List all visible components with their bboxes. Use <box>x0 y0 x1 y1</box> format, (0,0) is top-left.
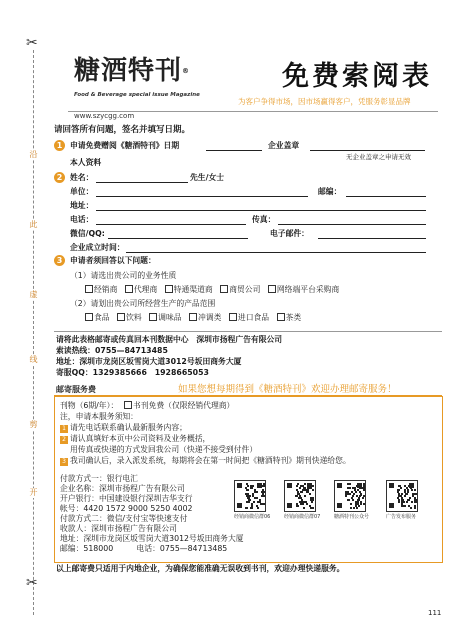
name-field[interactable] <box>96 173 188 183</box>
side-char: 此 <box>29 220 38 229</box>
fax-field[interactable] <box>278 215 426 225</box>
notice-3: 3 我司确认后，录入派发系统，每期将会在第一时间把《糖酒特刊》期刊快递给您。 <box>60 456 351 466</box>
qr-code-icon <box>334 480 366 512</box>
product-range-options <box>80 313 301 323</box>
unit-field[interactable] <box>96 187 308 197</box>
option-label: 食品 <box>94 313 110 322</box>
notice-head: 注，申请本服务须知： <box>60 412 138 421</box>
questions-heading: 申请者须回答以下问题： <box>70 256 156 265</box>
unit-label: 单位： <box>70 187 94 196</box>
phone-field[interactable] <box>96 215 246 225</box>
scissors-icon: ✂ <box>26 35 38 51</box>
qr-caption: 广告发布服务 <box>386 514 417 520</box>
option-label: 茶类 <box>285 313 302 322</box>
fax-label: 传真： <box>252 215 276 224</box>
mail-title: 邮寄服务费 <box>56 385 96 394</box>
checkbox[interactable] <box>125 285 133 293</box>
section-divider <box>54 331 442 332</box>
footer-note: 以上邮寄费只适用于内地企业，为确保您能准确无误收到书刊，欢迎办理快递服务。 <box>56 564 345 573</box>
option-label: 进口食品 <box>237 313 270 322</box>
checkbox[interactable] <box>268 285 276 293</box>
option-label: 特通渠道商 <box>173 285 213 294</box>
page-title: 免费索阅表 <box>282 61 432 92</box>
seal-field[interactable] <box>310 141 425 151</box>
notice-2: 2 请认真填好本页中公司资料及业务概括， <box>60 434 210 444</box>
company-name: 企业名称：深圳市扬程广告有限公司 <box>60 484 185 493</box>
side-char: 虚 <box>29 290 38 299</box>
wechat-label: 微信/QQ: <box>70 229 105 238</box>
apply-date-field[interactable] <box>206 141 262 151</box>
side-char: 开 <box>29 488 38 497</box>
option-label: 网络端平台采购商 <box>276 285 340 294</box>
instructions: 请回答所有问题，签名并填写日期。 <box>54 125 191 135</box>
magazine-logo: 糖酒特刊® <box>74 56 191 86</box>
option-label: 商贸公司 <box>229 285 261 294</box>
contact-qq: 寄服QQ：1329385666 1928665053 <box>56 368 209 377</box>
business-type-options <box>80 285 339 295</box>
contact-address: 地址：深圳市龙岗区坂雪岗大道3012号坂田商务大厦 <box>56 357 242 366</box>
qr-caption: 经销商微信群07 <box>284 514 321 520</box>
mail-address: 地址：深圳市龙岗区坂雪岗大道3012号坂田商务大厦 <box>60 534 244 543</box>
side-char: 线 <box>29 355 38 364</box>
fee-free-label: 书刊免费（仅限经销代理商） <box>133 401 235 410</box>
qr-code-icon <box>284 480 316 512</box>
pay-method-2: 付款方式二：微信/支付宝等快速支付 <box>60 514 188 523</box>
step-2-badge: 2 <box>54 172 65 183</box>
slogan: 为客户争得市场，因市场赢得客户，凭服务彰显品牌 <box>238 97 411 106</box>
notice-2b: 用传真或快递的方式发回我公司（快递不接受到付件） <box>70 445 258 454</box>
cut-line <box>33 50 34 615</box>
checkbox[interactable] <box>165 285 173 293</box>
step-3-badge: 3 <box>54 255 65 266</box>
profile-label: 本人资料 <box>70 158 102 167</box>
account-number: 帐号：4420 1572 9000 5250 4002 <box>60 504 193 513</box>
checkbox[interactable] <box>85 285 93 293</box>
page-number: 111 <box>428 609 442 617</box>
pay-method-1: 付款方式一：银行电汇 <box>60 474 138 483</box>
notice-text: 请认真填好本页中公司资料及业务概括， <box>70 434 211 443</box>
gender-label: 先生/女士 <box>190 173 225 182</box>
name-label: 姓名： <box>70 173 94 182</box>
bank-name: 开户银行：中国建设银行深圳吉华支行 <box>60 494 193 503</box>
apply-date-label: 申请免费赠阅《糖酒特刊》日期 <box>70 141 180 150</box>
qr-caption: 经销商微信群06 <box>234 514 271 520</box>
logo-subtitle: Food & Beverage special issue Magazine <box>74 92 200 98</box>
checkbox[interactable] <box>277 313 285 321</box>
seal-label: 企业盖章 <box>268 141 300 150</box>
option-label: 经销商 <box>94 285 118 294</box>
option-label: 饮料 <box>126 313 142 322</box>
step-1-badge: 1 <box>54 140 65 151</box>
qr-code-icon <box>386 480 418 512</box>
side-char: 沿 <box>29 150 38 159</box>
address-field[interactable] <box>96 201 426 211</box>
checkbox[interactable] <box>124 401 132 409</box>
notice-text: 我司确认后，录入派发系统，每期将会在第一时间把《糖酒特刊》期刊快递给您。 <box>70 456 351 465</box>
postcode-label: 邮编： <box>318 187 342 196</box>
notice-1: 1 请先电话联系确认最新服务内容； <box>60 423 187 433</box>
website: www.szycgg.com <box>74 112 135 120</box>
fee-label: 刊物（6期/年）： <box>60 401 119 410</box>
notice-text: 请先电话联系确认最新服务内容； <box>70 423 187 432</box>
payee: 收款人：深圳市扬程广告有限公司 <box>60 524 177 533</box>
checkbox[interactable] <box>220 285 228 293</box>
qr-code-icon <box>234 480 266 512</box>
option-label: 代理商 <box>133 285 158 294</box>
checkbox[interactable] <box>149 313 157 321</box>
checkbox[interactable] <box>189 313 197 321</box>
logo-text: 糖酒特刊 <box>74 56 183 86</box>
contact-line: 请将此表格邮寄或传真回本刊数据中心 深圳市扬程广告有限公司 <box>56 335 283 344</box>
qr-caption: 糖酒特刊公众号 <box>334 514 370 520</box>
founded-label: 企业成立时间： <box>70 243 125 252</box>
hotline: 索读热线：0755—84713485 <box>56 346 168 355</box>
question-1: （1）请选出贵公司的业务性质 <box>70 271 177 280</box>
option-label: 调味品 <box>158 313 182 322</box>
email-field[interactable] <box>318 229 426 239</box>
header-divider <box>68 111 438 112</box>
mail-zip-phone: 邮编：518000 电话：0755—84713485 <box>60 544 228 553</box>
postcode-field[interactable] <box>346 187 426 197</box>
option-label: 冲调类 <box>198 313 222 322</box>
mail-note: 如果您想每期得到《糖酒特刊》欢迎办理邮寄服务！ <box>178 384 397 395</box>
address-label: 地址： <box>70 201 94 210</box>
phone-label: 电话： <box>70 215 94 224</box>
checkbox[interactable] <box>85 313 93 321</box>
scissors-icon: ✂ <box>26 575 38 591</box>
founded-field[interactable] <box>126 243 426 253</box>
wechat-field[interactable] <box>108 229 248 239</box>
email-label: 电子邮件： <box>270 229 309 238</box>
side-char: 剪 <box>29 420 38 429</box>
fee-free <box>124 401 234 411</box>
seal-note: 无企业盖章之申请无效 <box>346 153 411 161</box>
question-2: （2）请划出贵公司所经营生产的产品范围 <box>70 299 216 308</box>
checkbox[interactable] <box>117 313 125 321</box>
checkbox[interactable] <box>229 313 237 321</box>
